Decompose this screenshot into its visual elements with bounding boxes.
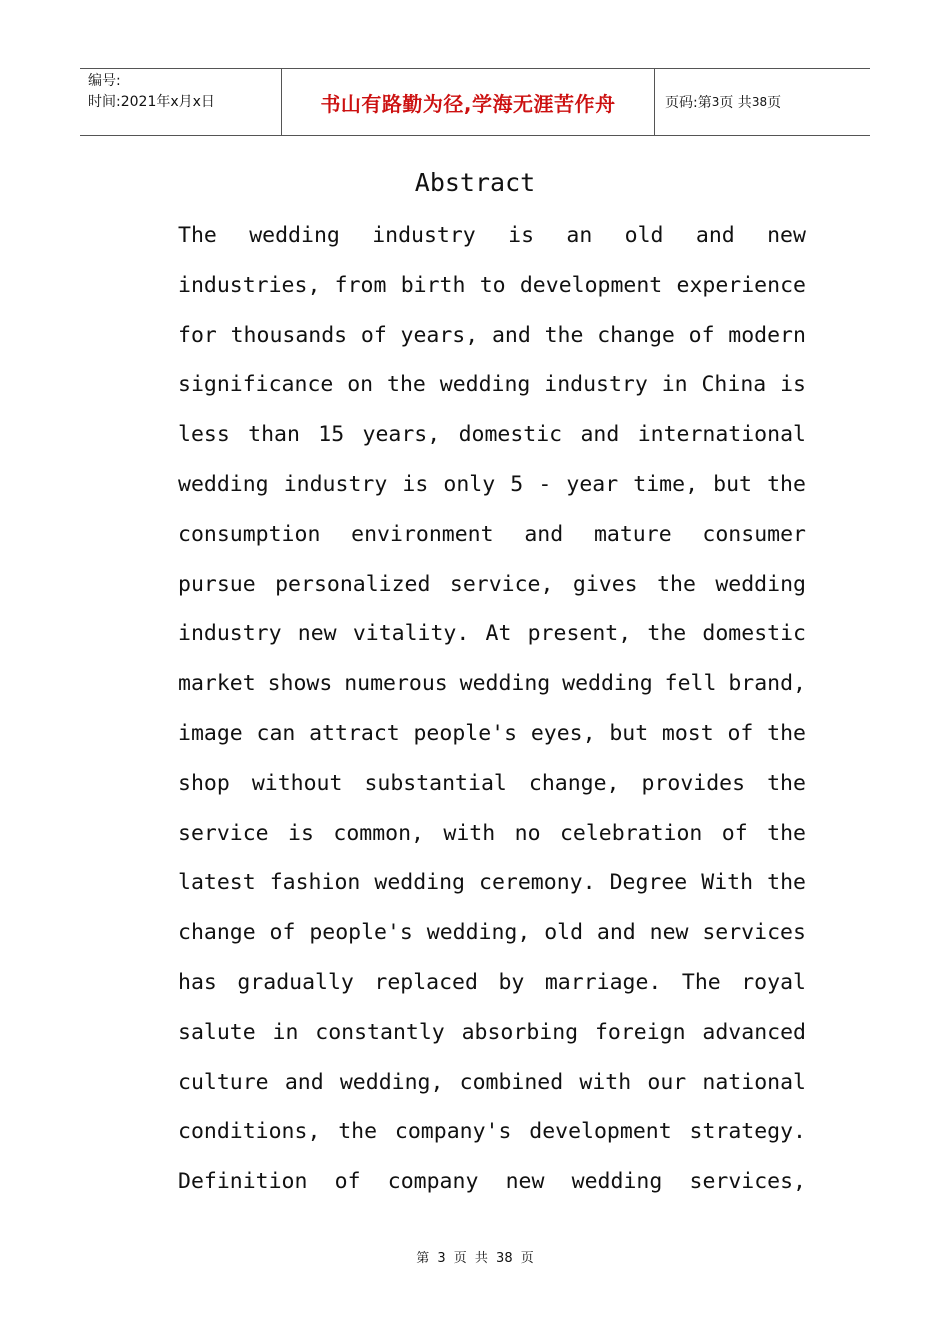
serial-label: 编号: <box>88 73 121 89</box>
body-line: has gradually replaced by marriage. The royal <box>178 969 806 995</box>
page-mid: 页 共 <box>719 95 752 111</box>
body-line: less than 15 years, domestic and international <box>178 422 806 448</box>
body-line: conditions, the company's development strategy. <box>178 1119 806 1145</box>
body-line: market shows numerous wedding wedding fell brand, <box>178 671 806 697</box>
body-line: Definition of company new wedding services, <box>178 1169 806 1195</box>
body-line: wedding industry is only 5 - year time, but the <box>178 471 806 497</box>
header-motto-cell <box>282 69 655 135</box>
body-line: pursue personalized service, gives the wedding <box>178 571 806 597</box>
page-header <box>80 68 870 136</box>
body-line: industry new vitality. At present, the domestic <box>178 621 806 647</box>
body-line: for thousands of years, and the change of modern <box>178 322 806 348</box>
document-title: Abstract <box>414 168 536 197</box>
body-line: shop without substantial change, provides the <box>178 770 806 796</box>
page-prefix: 页码:第 <box>665 95 712 111</box>
page-total: 38 <box>751 95 768 109</box>
page-suffix: 页 <box>767 95 782 111</box>
header-motto: 书山有路勤为径,学海无涯苦作舟 <box>320 91 616 116</box>
date-label: 时间:2021年x月x日 <box>88 94 215 110</box>
body-line: significance on the wedding industry in China is <box>178 372 806 398</box>
body-line: service is common, with no celebration of the <box>178 820 806 846</box>
header-info <box>80 69 282 135</box>
body-line: culture and wedding, combined with our national <box>178 1069 806 1095</box>
page-current: 3 <box>711 95 720 109</box>
page-footer: 第 3 页 共 38 页 <box>416 1251 534 1266</box>
header-page-number <box>655 69 870 135</box>
body-line: latest fashion wedding ceremony. Degree With the <box>178 870 806 896</box>
body-line: image can attract people's eyes, but most of the <box>178 720 806 746</box>
body-line: change of people's wedding, old and new services <box>178 920 806 946</box>
body-line: consumption environment and mature consumer <box>178 521 806 547</box>
body-line: salute in constantly absorbing foreign advanced <box>178 1019 806 1045</box>
abstract-body <box>178 214 806 1210</box>
body-line: industries, from birth to development experience <box>178 272 806 298</box>
body-line: The wedding industry is an old and new <box>178 223 806 248</box>
